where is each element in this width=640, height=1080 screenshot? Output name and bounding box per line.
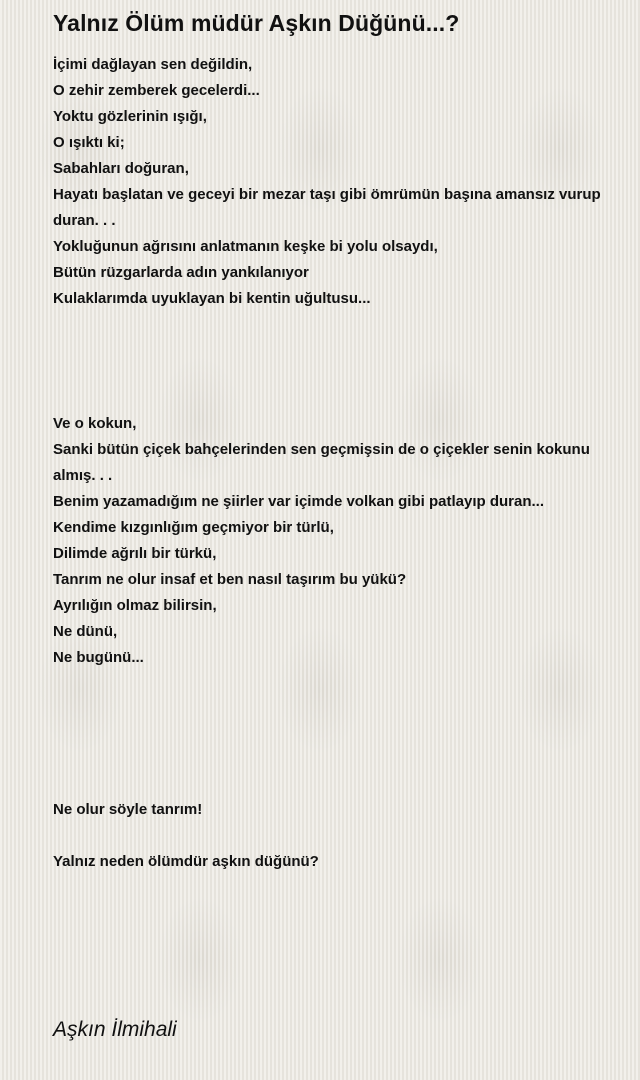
poem-line: Ve o kokun,	[53, 415, 137, 432]
poem-line: Tanrım ne olur insaf et ben nasıl taşırım bu yükü?	[53, 571, 407, 588]
poem-line: Bütün rüzgarlarda adın yankılanıyor	[53, 264, 309, 281]
poem-line: O zehir zemberek gecelerdi...	[53, 82, 260, 99]
poem-line: Ne bugünü...	[53, 649, 144, 666]
poem-line: Hayatı başlatan ve geceyi bir mezar taşı gibi ömrümün başına amansız vurup duran. . .	[53, 186, 601, 229]
poem-title: Yalnız Ölüm müdür Aşkın Düğünü...?	[53, 10, 460, 36]
stanza-1	[53, 52, 603, 312]
poem-line: Benim yazamadığım ne şiirler var içimde volkan gibi patlayıp duran...	[53, 493, 544, 510]
poem-line: Sabahları doğuran,	[53, 160, 189, 177]
stanza-3	[53, 797, 603, 823]
poem-line: Ne dünü,	[53, 623, 118, 640]
author-signature: Aşkın İlmihali	[53, 1018, 177, 1041]
poem-line: Ayrılığın olmaz bilirsin,	[53, 597, 217, 614]
poem-line: Yalnız neden ölümdür aşkın düğünü?	[53, 853, 319, 870]
poem-line: O ışıktı ki;	[53, 134, 125, 151]
poem-line: Ne olur söyle tanrım!	[53, 801, 203, 818]
poem-line: Kulaklarımda uyuklayan bi kentin uğultusu...	[53, 290, 371, 307]
poem-line: Dilimde ağrılı bir türkü,	[53, 545, 217, 562]
poem-line: Kendime kızgınlığım geçmiyor bir türlü,	[53, 519, 334, 536]
poem-line: İçimi dağlayan sen değildin,	[53, 56, 253, 73]
poem-line: Yokluğunun ağrısını anlatmanın keşke bi yolu olsaydı,	[53, 238, 438, 255]
poem-line: Sanki bütün çiçek bahçelerinden sen geçmişsin de o çiçekler senin kokunu almış. . .	[53, 441, 590, 484]
stanza-4	[53, 849, 603, 875]
stanza-2	[53, 411, 603, 671]
poem-line: Yoktu gözlerinin ışığı,	[53, 108, 207, 125]
